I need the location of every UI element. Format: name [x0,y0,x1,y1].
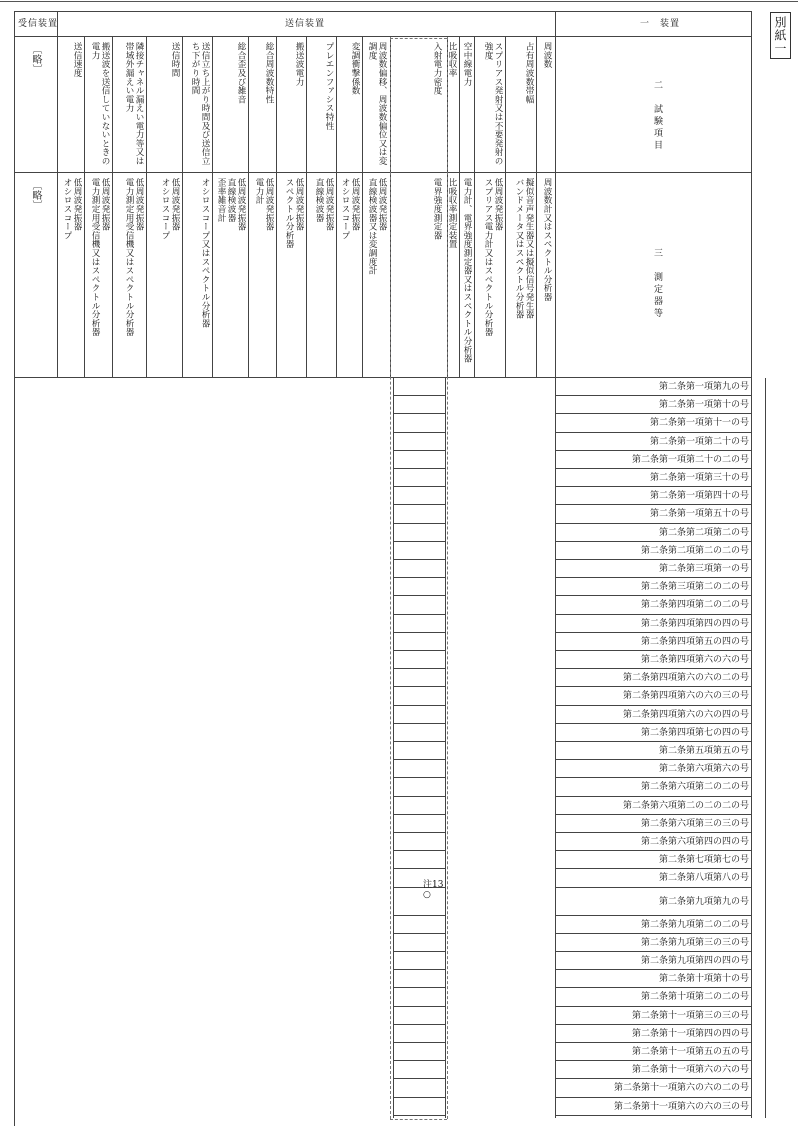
col-sep-14 [146,37,147,377]
measurement-cell [393,1061,445,1079]
measurement-cell [393,396,445,414]
frame-top [14,11,751,12]
row-label: 第二条第九項第二の二の号 [555,916,751,934]
header-transmitter: 送信装置 [285,19,326,29]
instrument-2: 低周波発振器 スプリアス電力計又はスペクトル分析器 [483,178,503,337]
measurement-cell [393,487,445,505]
test-item-5: 入射電力密度 [432,42,442,95]
row-label: 第二条第十一項第三の三の号 [555,1007,751,1025]
measurement-cell [393,1043,445,1061]
row-label: 第二条第十一項第六の六の二の号 [555,1079,751,1097]
measurement-cell [393,724,445,742]
measurement-cell [393,578,445,596]
instrument-5: 電界強度測定器 [432,178,442,240]
instruments-section-title: 三 測定器等 [652,248,662,320]
row-label: 第二条第四項第六の六の号 [555,651,751,669]
col-sep-2 [505,37,506,377]
ryaku-instruments: 〔略〕 [30,180,41,211]
col-sep-16 [84,37,85,377]
measurement-cell [393,1098,445,1116]
row-label: 第二条第七項第七の号 [555,851,751,869]
measurement-cell [393,970,445,988]
instrument-0: 周波数計又はスペクトル分析器 [542,178,552,302]
col-sep-3 [474,37,475,377]
instrument-13: 低周波発振器 オシロスコープ [160,178,180,240]
col-sep-7 [362,37,363,377]
measurement-cell [393,851,445,869]
measurement-cell [393,524,445,542]
row-label: 第二条第六項第二の二の二の号 [555,797,751,815]
instrument-7: 低周波発振器 オシロスコープ [340,178,360,240]
measurement-cell [393,560,445,578]
measurement-cell [393,414,445,432]
measurement-cell [393,542,445,560]
test-item-16: 送信速度 [72,42,82,78]
test-item-4: 比吸収率 [447,42,457,78]
row-label: 第二条第四項第六の六の二の号 [555,669,751,687]
measurement-cell [393,797,445,815]
dash-left [390,37,391,1119]
row-label: 第二条第十一項第五の五の号 [555,1043,751,1061]
measurement-cell [393,669,445,687]
sep-receiver [57,11,58,377]
instrument-1: 擬似音声発生器又は擬似信号発生器 バンドメータ又はスペクトル分析器 [514,178,534,319]
instrument-3: 電力計、電界強度測定器又はスペクトル分析器 [462,178,472,363]
measurement-cell [393,742,445,760]
measurement-cell [393,451,445,469]
row-label: 第二条第一項第九の号 [555,378,751,396]
measurement-cell [393,633,445,651]
instrument-4: 比吸収率測定装置 [447,178,457,249]
test-item-2: スプリアス発射又は不要発射の 強度 [483,42,503,166]
dash-top [390,38,447,39]
mcell-border-1 [445,378,446,1118]
row-label: 第二条第八項第八の号 [555,869,751,887]
measurement-cell [393,778,445,796]
row-label: 第二条第一項第十一の号 [555,414,751,432]
frame-right [751,11,752,1118]
test-item-11: 総合歪及び雑音 [236,42,246,104]
row-label: 第二条第三項第二の二の号 [555,578,751,596]
header-device: 一 装置 [640,19,681,29]
row-label: 第二条第六項第三の三の号 [555,815,751,833]
row-label: 第二条第四項第六の六の四の号 [555,706,751,724]
test-item-12: 送信立ち上がり時間及び送信立 ち下がり時間 [190,42,210,166]
row-label: 第二条第二項第二の二の号 [555,542,751,560]
instrument-11: 低周波発振器 直線検波器 歪率雑音計 [216,178,246,231]
test-item-14: 隣接チャネル漏えい電力等又は 帯域外漏えい電力 [124,42,144,166]
row-label: 第二条第四項第四の四の号 [555,615,751,633]
measurement-cell [393,378,445,396]
measurement-cell [393,1079,445,1097]
measurement-cell [393,815,445,833]
row-label: 第二条第五項第五の号 [555,742,751,760]
note-13: 注13○ [423,880,444,900]
test-item-8: プレエンファシス特性 [324,42,334,130]
col-sep-9 [306,37,307,377]
instrument-15: 低周波発振器 電力測定用受信機又はスペクトル分析器 [90,178,110,337]
col-sep-11 [248,37,249,377]
col-sep-15 [112,37,113,377]
row-label: 第二条第九項第九の号 [555,888,751,916]
instrument-14: 低周波発振器 電力測定用受信機又はスペクトル分析器 [124,178,144,337]
frame-left [14,11,15,1126]
measurement-cell [393,833,445,851]
row-label: 第二条第六項第二の二の号 [555,778,751,796]
row-label: 第二条第一項第十の号 [555,396,751,414]
row-label: 第二条第九項第三の三の号 [555,934,751,952]
dash-bottom [390,1119,447,1120]
row-label: 第二条第九項第四の四の号 [555,952,751,970]
row-label: 第二条第一項第二十の号 [555,433,751,451]
instrument-6: 低周波発振器 直線検波器又は変調度計 [367,178,387,275]
row-label: 第二条第一項第三十の号 [555,469,751,487]
top-rule [0,1,798,2]
annex-tag: 別紙一 [770,12,791,59]
test-item-3: 空中線電力 [462,42,472,86]
ryaku-items: 〔略〕 [30,44,41,75]
row-label: 第二条第十項第十の号 [555,970,751,988]
row-label: 第二条第四項第五の四の号 [555,633,751,651]
row-label: 第二条第一項第五十の号 [555,505,751,523]
row-label: 第二条第十一項第六の六の号 [555,1061,751,1079]
test-item-9: 搬送波電力 [294,42,304,86]
test-item-6: 周波数偏移、周波数偏位又は変 調度 [367,42,387,166]
test-item-13: 送信時間 [170,42,180,78]
row-label: 第二条第四項第二の二の号 [555,596,751,614]
measurement-cell [393,934,445,952]
col-sep-13 [182,37,183,377]
col-sep-10 [276,37,277,377]
instrument-8: 低周波発振器 直線検波器 [314,178,334,231]
measurement-cell [393,687,445,705]
measurement-cell [393,916,445,934]
col-sep-12 [212,37,213,377]
row-label: 第二条第二項第二の号 [555,524,751,542]
test-item-10: 総合周波数特性 [264,42,274,104]
col-sep-8 [336,37,337,377]
measurement-cell [393,596,445,614]
measurement-cell [393,651,445,669]
measurement-cell [393,952,445,970]
header-rule [14,36,751,37]
measurement-cell [393,988,445,1006]
test-item-7: 変調衝撃係数 [350,42,360,95]
measurement-cell [393,469,445,487]
instrument-9: 低周波発振器 スペクトル分析器 [284,178,304,249]
instrument-16: 低周波発振器 オシロスコープ [62,178,82,240]
items-rule [14,172,751,173]
row-label: 第二条第六項第四の四の号 [555,833,751,851]
test-item-1: 占有周波数帯幅 [524,42,534,104]
instrument-10: 低周波発振器 電力計 [254,178,274,231]
row-label: 第二条第十一項第六の六の三の号 [555,1098,751,1116]
row-label: 第二条第十項第二の二の号 [555,988,751,1006]
row-label: 第二条第十一項第四の四の号 [555,1025,751,1043]
row-label: 第二条第三項第一の号 [555,560,751,578]
sep-row-right [765,378,766,1118]
measurement-cell [393,505,445,523]
col-sep-1 [536,37,537,377]
measurement-cell [393,760,445,778]
measurement-cell [393,706,445,724]
header-receiver: 受信装置 [18,19,59,29]
col-sep-4 [459,37,460,377]
measurement-cell [393,1025,445,1043]
row-label: 第二条第一項第二十の二の号 [555,451,751,469]
measurement-cell [393,615,445,633]
items-section-title: 二 試験項目 [652,80,662,152]
row-label: 第二条第四項第六の六の三の号 [555,687,751,705]
test-item-15: 搬送波を送信していないときの 電力 [90,42,110,166]
row-label: 第二条第四項第七の四の号 [555,724,751,742]
instrument-12: オシロスコープ又はスペクトル分析器 [200,178,210,328]
measurement-cell [393,1007,445,1025]
row-label: 第二条第一項第四十の号 [555,487,751,505]
measurement-cell [393,433,445,451]
row-label: 第二条第六項第六の号 [555,760,751,778]
test-item-0: 周波数 [542,42,552,69]
